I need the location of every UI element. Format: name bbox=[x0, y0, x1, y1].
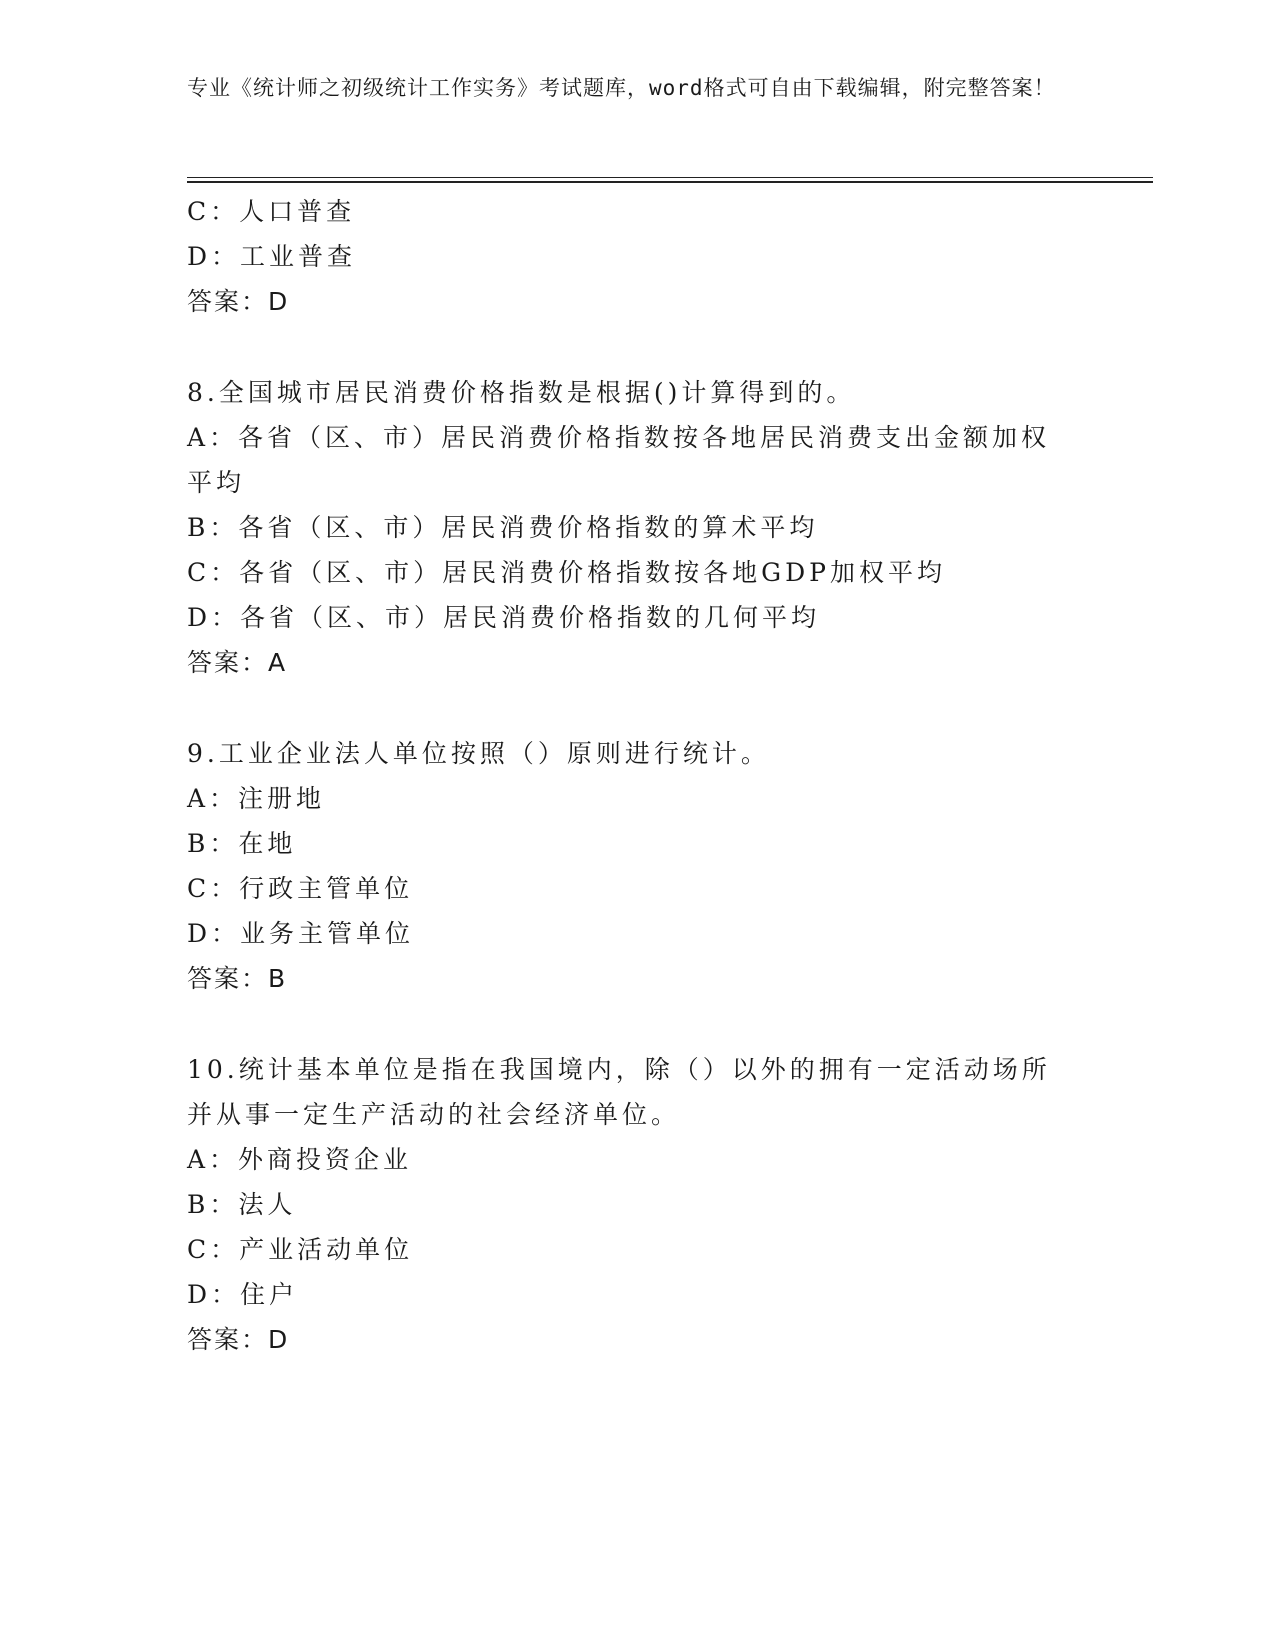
header-text: 专业《统计师之初级统计工作实务》考试题库，word格式可自由下载编辑，附完整答案！ bbox=[187, 76, 1056, 100]
option-b: B：法人 bbox=[187, 1190, 297, 1219]
spacer bbox=[187, 1001, 1067, 1047]
question-stem: 10.统计基本单位是指在我国境内，除（）以外的拥有一定活动场所并从事一定生产活动的社会经济单位。 bbox=[187, 1055, 1051, 1129]
header-divider-thin bbox=[187, 177, 1153, 178]
spacer bbox=[187, 685, 1067, 731]
spacer bbox=[187, 324, 1067, 370]
option-c: C：各省（区、市）居民消费价格指数按各地GDP加权平均 bbox=[187, 558, 946, 587]
question-9 bbox=[187, 731, 1067, 1001]
option-a: A：注册地 bbox=[187, 784, 326, 813]
option-d: D：各省（区、市）居民消费价格指数的几何平均 bbox=[187, 603, 821, 632]
answer-line: 答案：D bbox=[187, 287, 290, 316]
document-body bbox=[187, 189, 1067, 1362]
document-header bbox=[187, 72, 1067, 104]
answer-line: 答案：A bbox=[187, 648, 288, 677]
option-c: C：行政主管单位 bbox=[187, 874, 414, 903]
option-d: D：工业普查 bbox=[187, 242, 357, 271]
option-d: D：住户 bbox=[187, 1280, 299, 1309]
option-c: C：人口普查 bbox=[187, 197, 356, 226]
header-divider-thick bbox=[187, 181, 1153, 183]
question-stem: 9.工业企业法人单位按照（）原则进行统计。 bbox=[187, 739, 770, 768]
option-a: A：各省（区、市）居民消费价格指数按各地居民消费支出金额加权平均 bbox=[187, 423, 1051, 497]
option-c: C：产业活动单位 bbox=[187, 1235, 414, 1264]
question-stem: 8.全国城市居民消费价格指数是根据()计算得到的。 bbox=[187, 378, 856, 407]
answer-line: 答案：D bbox=[187, 1325, 290, 1354]
option-b: B：各省（区、市）居民消费价格指数的算术平均 bbox=[187, 513, 819, 542]
option-d: D：业务主管单位 bbox=[187, 919, 415, 948]
option-b: B：在地 bbox=[187, 829, 297, 858]
answer-line: 答案：B bbox=[187, 964, 288, 993]
option-a: A：外商投资企业 bbox=[187, 1145, 413, 1174]
question-fragment bbox=[187, 189, 1067, 324]
question-10 bbox=[187, 1047, 1067, 1362]
question-8 bbox=[187, 370, 1067, 685]
